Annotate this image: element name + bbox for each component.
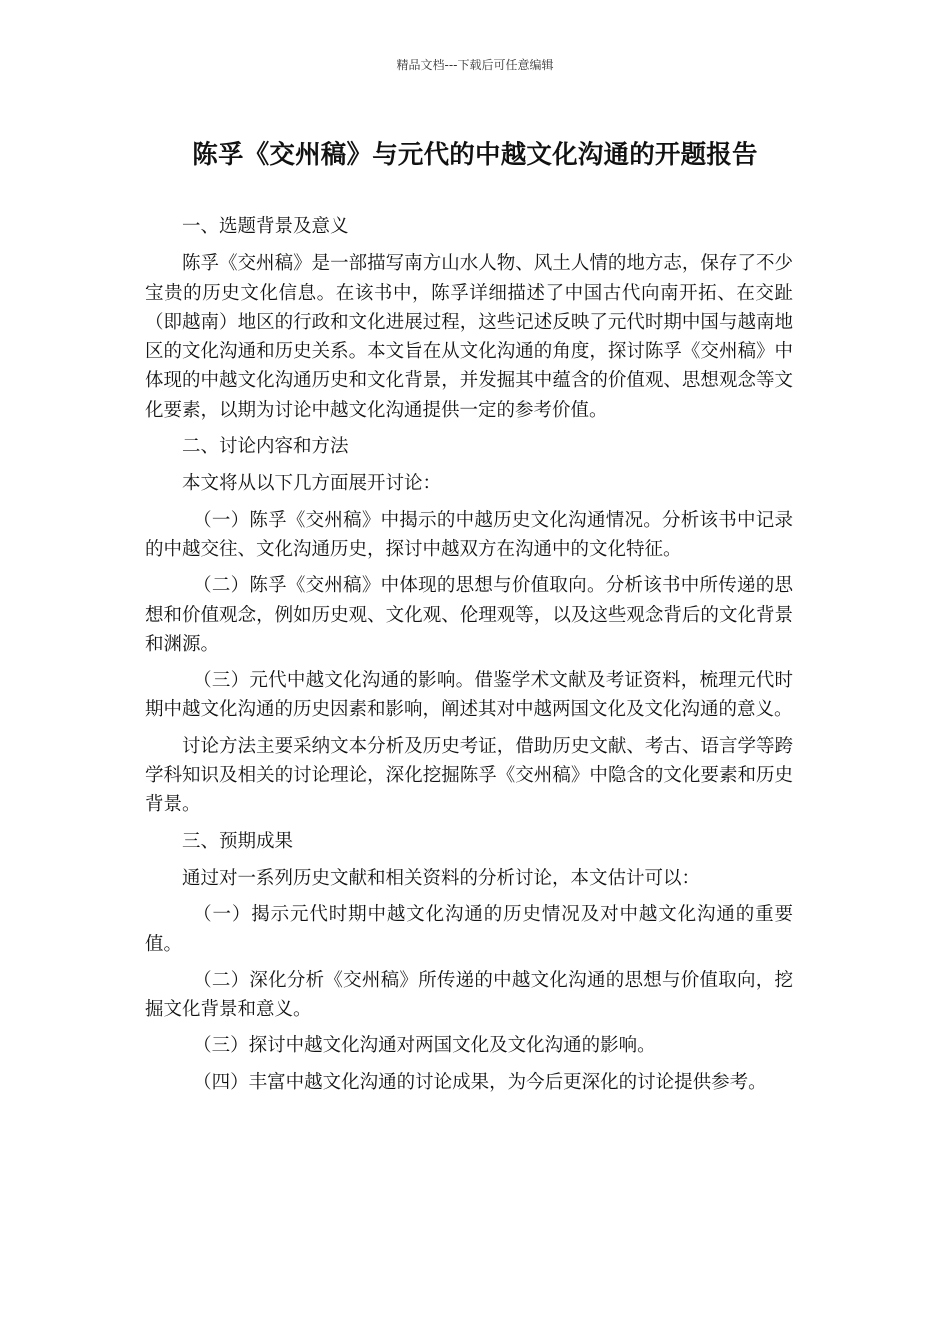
list-item-result-3: （三）探讨中越文化沟通对两国文化及文化沟通的影响。 <box>193 1035 656 1057</box>
list-item-result-2: （二）深化分析《交州稿》所传递的中越文化沟通的思想与价值取向，挖掘文化背景和意义。 <box>145 969 793 1021</box>
list-item-content-2: （二）陈孚《交州稿》中体现的思想与价值取向。分析该书中所传递的思想和价值观念，例如历史观、文化观、伦理观等，以及这些观念背后的文化背景和渊源。 <box>145 575 793 655</box>
section-heading-expected-results: 三、预期成果 <box>182 830 294 852</box>
list-item-content-3: （三）元代中越文化沟通的影响。借鉴学术文献及考证资料，梳理元代时期中越文化沟通的历史因素和影响，阐述其对中越两国文化及文化沟通的意义。 <box>145 670 793 721</box>
paragraph-results-intro: 通过对一系列历史文献和相关资料的分析讨论，本文估计可以： <box>182 867 701 889</box>
list-item-content-1: （一）陈孚《交州稿》中揭示的中越历史文化沟通情况。分析该书中记录的中越交往、文化沟通历史，探讨中越双方在沟通中的文化特征。 <box>145 509 793 560</box>
paragraph-content-intro: 本文将从以下几方面展开讨论： <box>182 473 442 495</box>
paragraph-method: 讨论方法主要采纳文本分析及历史考证，借助历史文献、考古、语言学等跨学科知识及相关的讨论理论，深化挖掘陈孚《交州稿》中隐含的文化要素和历史背景。 <box>145 735 793 816</box>
list-item-result-1: （一）揭示元代时期中越文化沟通的历史情况及对中越文化沟通的重要值。 <box>145 904 793 955</box>
document-body <box>145 212 793 1104</box>
document-title: 陈孚《交州稿》与元代的中越文化沟通的开题报告 <box>192 140 758 170</box>
paragraph-background: 陈孚《交州稿》是一部描写南方山水人物、风土人情的地方志，保存了不少宝贵的历史文化信息。在该书中，陈孚详细描述了中国古代向南开拓、在交趾（即越南）地区的行政和文化进展过程，这些记述反映了元代时期中国与越南地区的文化沟通和历史关系。本文旨在从文化沟通的角度，探讨陈孚《交州稿》中体现的中越文化沟通历史和文化背景，并发掘其中蕴含的价值观、思想观念等文化要素，以期为讨论中越文化沟通提供一定的参考价值。 <box>145 253 793 421</box>
section-heading-content-method: 二、讨论内容和方法 <box>182 436 349 458</box>
section-heading-background: 一、选题背景及意义 <box>182 216 349 237</box>
page-header-note: 精品文档---下载后可任意编辑 <box>396 58 554 72</box>
list-item-result-4: （四）丰富中越文化沟通的讨论成果，为今后更深化的讨论提供参考。 <box>193 1071 767 1093</box>
